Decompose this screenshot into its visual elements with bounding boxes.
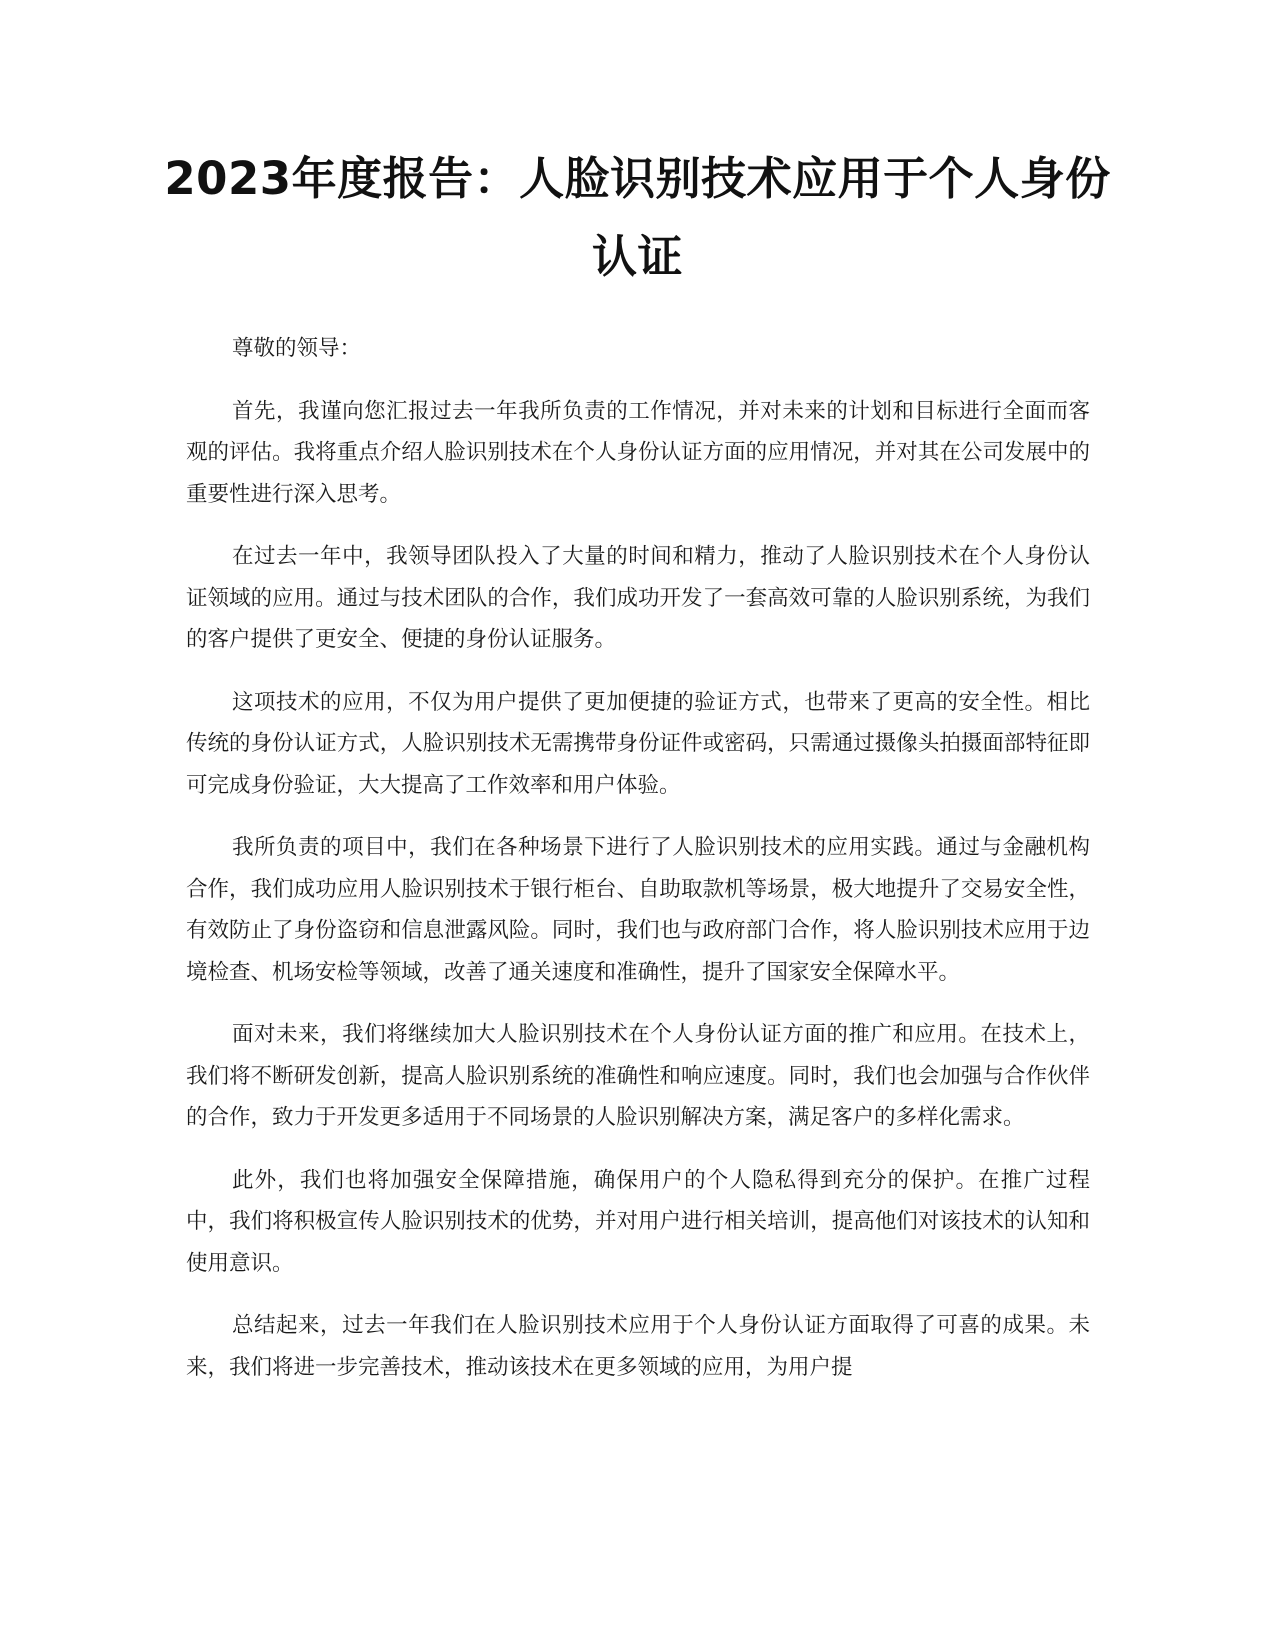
paragraph-2: 在过去一年中，我领导团队投入了大量的时间和精力，推动了人脸识别技术在个人身份认证领域的应用。通过与技术团队的合作，我们成功开发了一套高效可靠的人脸识别系统，为我们的客户提供了更安全、便捷的身份认证服务。 <box>186 544 1090 652</box>
paragraph-4: 我所负责的项目中，我们在各种场景下进行了人脸识别技术的应用实践。通过与金融机构合作，我们成功应用人脸识别技术于银行柜台、自助取款机等场景，极大地提升了交易安全性，有效防止了身份盗窃和信息泄露风险。同时，我们也与政府部门合作，将人脸识别技术应用于边境检查、机场安检等领域，改善了通关速度和准确性，提升了国家安全保障水平。 <box>186 835 1090 985</box>
paragraph-3: 这项技术的应用，不仅为用户提供了更加便捷的验证方式，也带来了更高的安全性。相比传统的身份认证方式，人脸识别技术无需携带身份证件或密码，只需通过摄像头拍摄面部特征即可完成身份验证，大大提高了工作效率和用户体验。 <box>186 689 1090 798</box>
salutation: 尊敬的领导： <box>232 336 362 361</box>
paragraph-6: 此外，我们也将加强安全保障措施，确保用户的个人隐私得到充分的保护。在推广过程中，我们将积极宣传人脸识别技术的优势，并对用户进行相关培训，提高他们对该技术的认知和使用意识。 <box>186 1167 1090 1276</box>
paragraph-5: 面对未来，我们将继续加大人脸识别技术在个人身份认证方面的推广和应用。在技术上，我们将不断研发创新，提高人脸识别系统的准确性和响应速度。同时，我们也会加强与合作伙伴的合作，致力于开发更多适用于不同场景的人脸识别解决方案，满足客户的多样化需求。 <box>186 1022 1090 1130</box>
paragraph-1: 首先，我谨向您汇报过去一年我所负责的工作情况，并对未来的计划和目标进行全面而客观的评估。我将重点介绍人脸识别技术在个人身份认证方面的应用情况，并对其在公司发展中的重要性进行深入思考。 <box>186 398 1090 507</box>
document-body <box>186 328 1090 1409</box>
document-title: 2023年度报告：人脸识别技术应用于个人身份认证 <box>164 152 1111 283</box>
paragraph-7: 总结起来，过去一年我们在人脸识别技术应用于个人身份认证方面取得了可喜的成果。未来，我们将进一步完善技术，推动该技术在更多领域的应用，为用户提 <box>186 1313 1090 1380</box>
